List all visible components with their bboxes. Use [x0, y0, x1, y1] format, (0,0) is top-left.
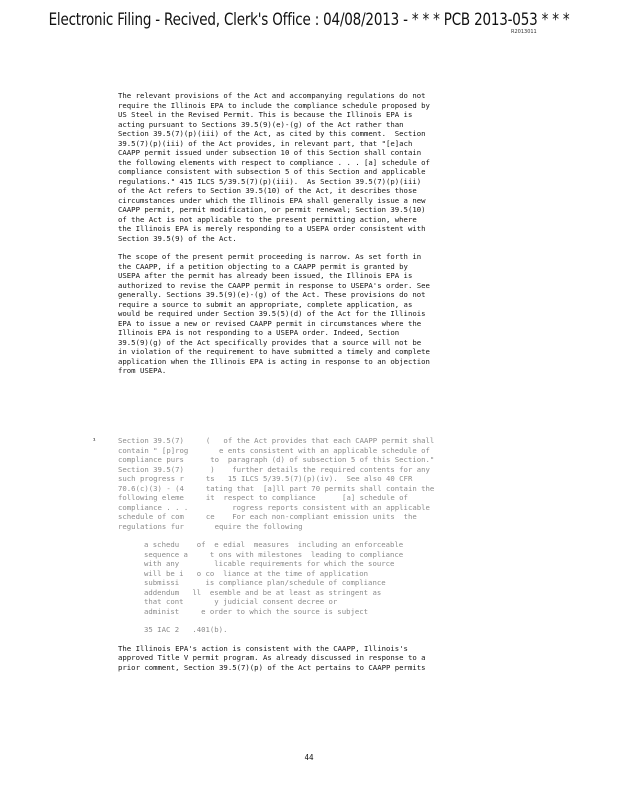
- text-line: The scope of the present permit proceeding is narrow. As set forth in: [118, 252, 422, 261]
- text-line: the CAAPP, if a petition objecting to a CAAPP permit is granted by: [118, 261, 408, 271]
- text-line: acting pursuant to Sections 39.5(9)(e)-(g) of the Act rather than: [118, 119, 404, 129]
- text-line: generally. Sections 39.5(9)(e)-(g) of the Act. These provisions do not: [118, 290, 426, 299]
- footnote-block: [118, 436, 548, 681]
- footnote-quote-line: with any licable requirements for which the source: [144, 559, 395, 568]
- text-line: Illinois EPA is not responding to a USEPA order. Indeed, Section: [118, 328, 400, 337]
- text-line: Section 39.5(7)(p)(iii) of the Act, as cited by this comment. Section: [118, 129, 426, 138]
- footnote-line: 70.6(c)(3) - (4 tating that [a]ll part 70 permits shall contain the: [118, 483, 435, 493]
- text-line: approved Title V permit program. As already discussed in response to a: [118, 653, 426, 662]
- footnote-quote-line: administ e order to which the source is subject: [144, 606, 369, 616]
- text-line: from USEPA.: [118, 366, 167, 375]
- footnote-quote: [144, 540, 548, 616]
- text-line: of the Act refers to Section 39.5(10) of the Act, it describes those: [118, 186, 417, 195]
- paragraph-scope-of-act: [118, 91, 548, 243]
- footnote-citation-line: 35 IAC 2 .401(b).: [144, 625, 228, 634]
- footnote-quote-line: will be i o co liance at the time of application: [144, 568, 369, 578]
- footnote-line: Section 39.5(7) ) further details the required contents for any: [118, 464, 430, 474]
- text-line: The Illinois EPA's action is consistent with the CAAPP, Illinois's: [118, 643, 408, 653]
- text-line: USEPA after the permit has already been issued, the Illinois EPA is: [118, 271, 413, 280]
- text-line: compliance consistent with subsection 5 of this Section and applicable: [118, 167, 426, 176]
- text-line: application when the Illinois EPA is acting in response to an objection: [118, 356, 430, 366]
- footnote-line: such progress r ts 15 ILCS 5/39.5(7)(p)(iv). See also 40 CFR: [118, 474, 413, 483]
- footnote-paragraph: [118, 436, 548, 531]
- text-line: CAAPP permit, permit modification, or permit renewal; Section 39.5(10): [118, 205, 426, 214]
- footnote-line: schedule of com ce For each non-compliant emission units the: [118, 512, 417, 521]
- footnote-quote-line: sequence a t ons with milestones leading to compliance: [144, 549, 404, 559]
- footnote-quote-line: submissi is compliance plan/schedule of compliance: [144, 578, 386, 587]
- text-line: prior comment, Section 39.5(7)(p) of the Act pertains to CAAPP permits: [118, 662, 426, 672]
- paragraph-permit-proceeding: [118, 252, 548, 376]
- footnote-marker: ¹: [92, 436, 97, 445]
- text-line: 39.5(9)(g) of the Act specifically provides that a source will not be: [118, 337, 422, 347]
- text-line: circumstances under which the Illinois EPA shall generally issue a new: [118, 195, 426, 205]
- footnote-line: regulations fur equire the following: [118, 521, 303, 531]
- paragraph-closing: [118, 644, 548, 673]
- text-line: the Illinois EPA is merely responding to a USEPA order consistent with: [118, 224, 426, 233]
- footnote-quote-line: a schedu of e edial measures including an enforceable: [144, 540, 404, 549]
- text-line: the following elements with respect to compliance . . . [a] schedule of: [118, 157, 430, 167]
- text-line: The relevant provisions of the Act and accompanying regulations do not: [118, 91, 426, 100]
- text-line: require a source to submit an appropriate, complete application, as: [118, 299, 413, 309]
- text-line: 39.5(7)(p)(iii) of the Act provides, in relevant part, that "[e]ach: [118, 138, 413, 148]
- text-line: authorized to revise the CAAPP permit in response to USEPA's order. See: [118, 280, 430, 290]
- text-line: would be required under Section 39.5(5)(d) of the Act for the Illinois: [118, 309, 426, 318]
- footnote-line: Section 39.5(7) ( of the Act provides that each CAAPP permit shall: [118, 436, 435, 445]
- text-line: US Steel in the Revised Permit. This is because the Illinois EPA is: [118, 110, 413, 119]
- filing-stamp-code: R2013011: [511, 29, 537, 35]
- text-line: EPA to issue a new or revised CAAPP permit in circumstances where the: [118, 318, 422, 328]
- page-number: 44: [304, 753, 314, 762]
- footnote-quote-line: addendum ll esemble and be at least as stringent as: [144, 587, 382, 597]
- text-line: Section 39.5(9) of the Act.: [118, 233, 237, 243]
- footnote-quote-line: that cont y judicial consent decree or: [144, 597, 338, 606]
- footnote-line: compliance purs to paragraph (d) of subsection 5 of this Section.": [118, 455, 435, 464]
- text-line: CAAPP permit issued under subsection 10 of this Section shall contain: [118, 148, 422, 157]
- text-line: of the Act is not applicable to the present permitting action, where: [118, 214, 417, 224]
- footnote-line: following eleme it respect to compliance [a] schedule of: [118, 493, 408, 502]
- filing-stamp-header: Electronic Filing - Recived, Clerk's Office : 04/08/2013 - * * * PCB 2013-053 * * *: [48, 10, 570, 30]
- text-line: regulations." 415 ILCS 5/39.5(7)(p)(iii). As Section 39.5(7)(p)(iii): [118, 176, 422, 186]
- footnote-line: contain " [p]rog e ents consistent with an applicable schedule of: [118, 445, 430, 455]
- document-body: [118, 91, 548, 385]
- footnote-line: compliance . . . rogress reports consistent with an applicable: [118, 502, 430, 512]
- footnote-citation: [144, 625, 548, 635]
- text-line: require the Illinois EPA to include the compliance schedule proposed by: [118, 100, 430, 110]
- text-line: in violation of the requirement to have submitted a timely and complete: [118, 347, 430, 356]
